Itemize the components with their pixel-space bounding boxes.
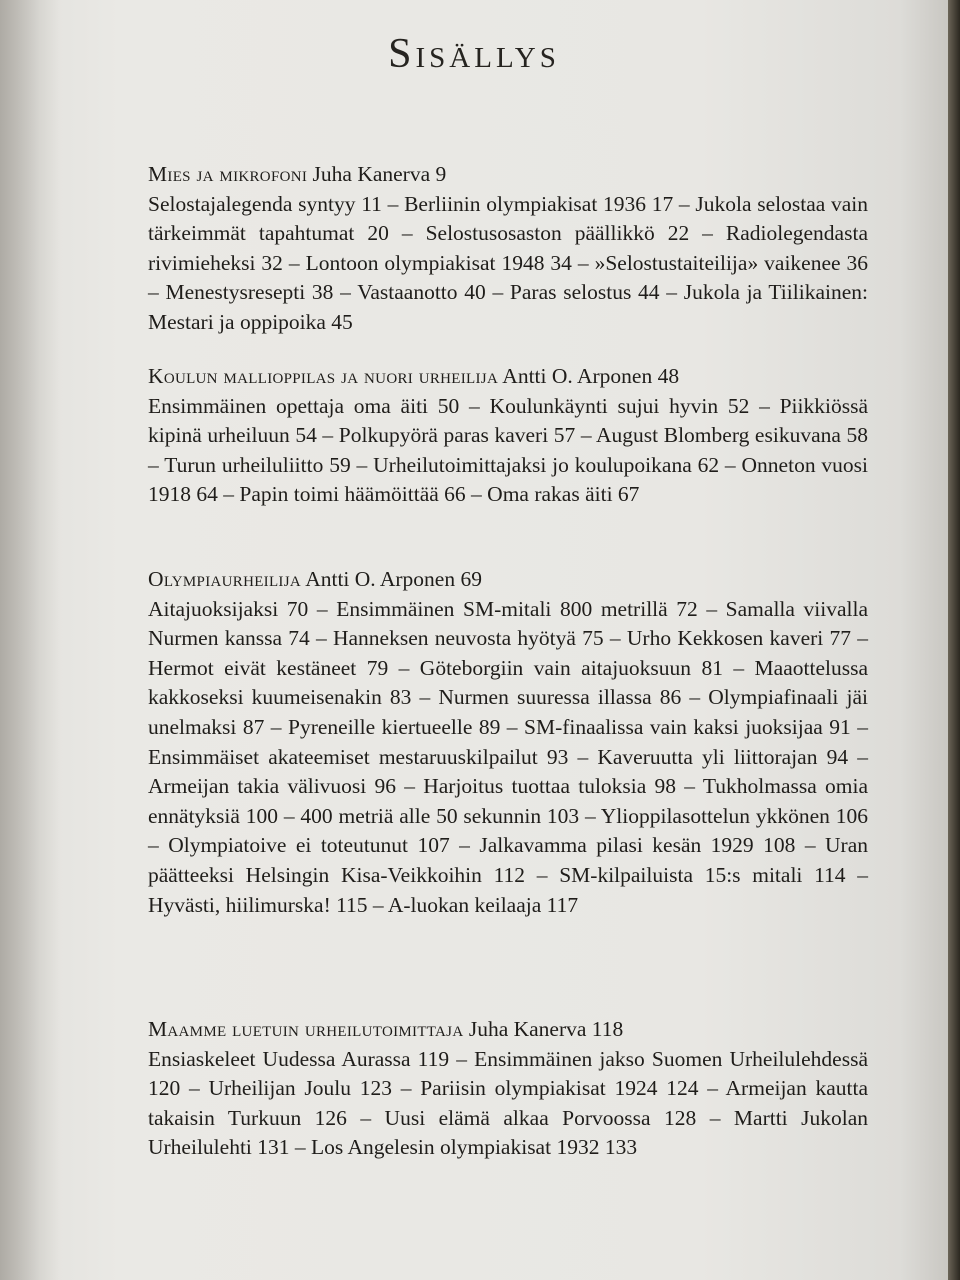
toc-section-body: Selostajalegenda syntyy 11 – Berliinin olympiakisat 1936 17 – Jukola selostaa vain tärkeimmät tapahtumat 20 – Selostusosaston päällikkö 22 – Radiolegendasta rivimieheksi 32 – Lontoon olympiakisat 1948 34 – »Selostustaiteilija» vaikenee 36 – Menestysresepti 38 – Vastaanotto 40 – Paras selostus 44 – Jukola ja Tiilikainen: Mestari ja oppipoika 45 [148, 191, 868, 334]
toc-section [148, 160, 868, 338]
toc-section-body: Ensimmäinen opettaja oma äiti 50 – Koulunkäynti sujui hyvin 52 – Piikkiössä kipinä urheiluun 54 – Polkupyörä paras kaveri 57 – August Blomberg esikuvana 58 – Turun urheiluliitto 59 – Urheilutoimittajaksi jo koulupoikana 62 – Onneton vuosi 1918 64 – Papin toimi häämöittää 66 – Oma rakas äiti 67 [148, 393, 868, 507]
page-gutter-shadow [0, 0, 60, 1280]
toc-section-body: Ensiaskeleet Uudessa Aurassa 119 – Ensimmäinen jakso Suomen Urheilulehdessä 120 – Urheilijan Joulu 123 – Pariisin olympiakisat 1924 124 – Armeijan kautta takaisin Turkuun 126 – Uusi elämä alkaa Porvoossa 128 – Martti Jukolan Urheilulehti 131 – Los Angelesin olympiakisat 1932 133 [148, 1046, 868, 1160]
toc-section-author: Juha Kanerva 9 [312, 162, 447, 186]
toc-section-author: Juha Kanerva 118 [468, 1017, 624, 1041]
toc-section-title: Koulun mallioppilas ja nuori urheilija [148, 364, 499, 388]
toc-section-body: Aitajuoksijaksi 70 – Ensimmäinen SM-mitali 800 metrillä 72 – Samalla viivalla Nurmen kanssa 74 – Hanneksen neuvosta hyötyä 75 – Urho Kekkosen kaveri 77 – Hermot eivät kestäneet 79 – Göteborgiin vain aitajuoksuun 81 – Maaottelussa kakkoseksi kuumeisenakin 83 – Nurmen suuressa illassa 86 – Olympiafinaali jäi unelmaksi 87 – Pyreneille kiertueelle 89 – SM-finaalissa vain kaksi juoksijaa 91 – Ensimmäiset akateemiset mestaruuskilpailut 93 – Kaveruutta yli liittorajan 94 – Armeijan takia välivuosi 96 – Harjoitus tuottaa tuloksia 98 – Tukholmassa omia ennätyksiä 100 – 400 metriä alle 50 sekunnin 103 – Ylioppilasottelun ykkönen 106 – Olympiatoive ei toteutunut 107 – Jalkavamma pilasi kesän 1929 108 – Uran päätteeksi Helsingin Kisa-Veikkoihin 112 – SM-kilpailuista 15:s mitali 114 – Hyvästi, hiilimurska! 115 – A-luokan keilaaja 117 [148, 596, 868, 917]
toc-section-heading [148, 1015, 868, 1045]
toc-section [148, 1015, 868, 1163]
toc-section-heading [148, 160, 868, 190]
toc-section-author: Antti O. Arponen 48 [502, 364, 680, 388]
toc-section-heading [148, 362, 868, 392]
toc-section-title: Mies ja mikrofoni [148, 162, 308, 186]
toc-section [148, 565, 868, 920]
toc-section-title: Maamme luetuin urheilutoimittaja [148, 1017, 464, 1041]
page-title: Sisällys [388, 31, 560, 77]
toc-section-author: Antti O. Arponen 69 [305, 567, 482, 591]
toc-section-title: Olympiaurheilija [148, 567, 301, 591]
page-edge-shadow [948, 0, 960, 1280]
toc-section-heading [148, 565, 868, 595]
toc-section [148, 362, 868, 510]
